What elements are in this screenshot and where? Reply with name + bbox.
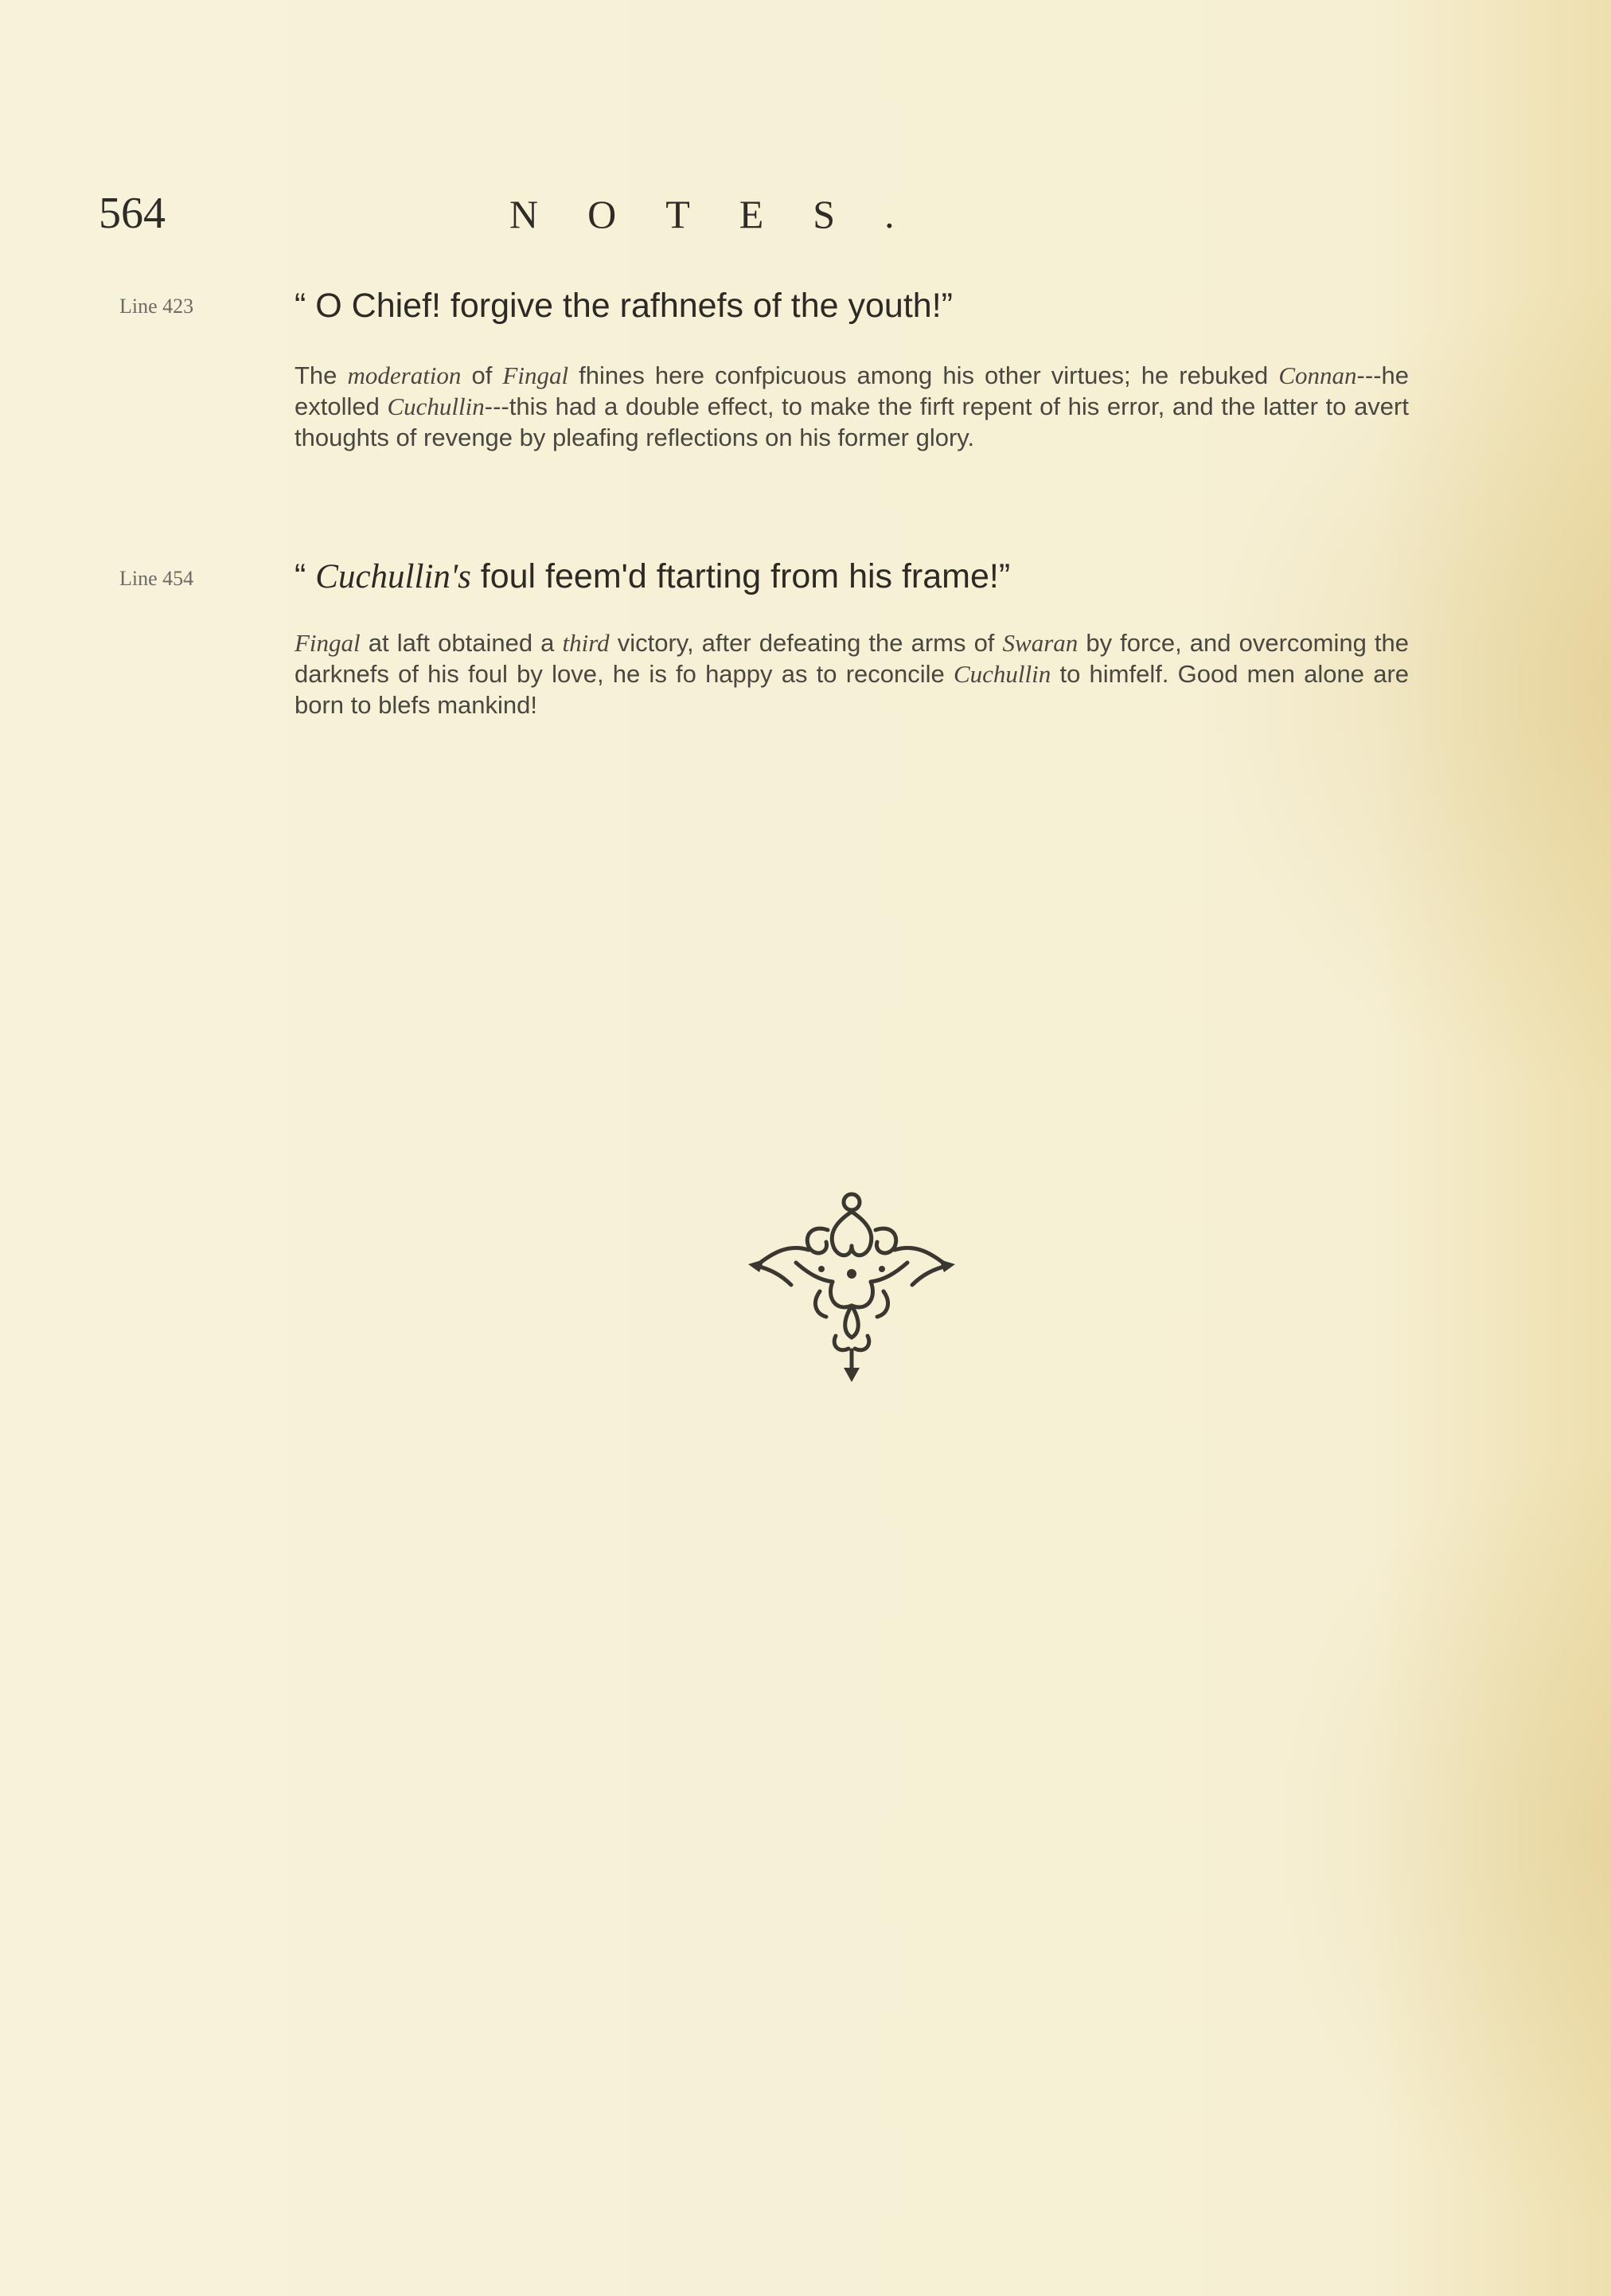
italic-name: Fingal <box>295 629 361 657</box>
note-paragraph-423: The moderation of Fingal fhines here confpicuous among his other virtues; he rebuked Connan---he extolled Cuchullin---this had a double effect, to make the firft repent of his error, and the latter to avert thoughts of revenge by pleafing reflections on his former glory. <box>295 361 1409 451</box>
italic-term: third <box>562 629 610 657</box>
running-head: NOTES. <box>509 192 944 236</box>
italic-name: Cuchullin <box>387 392 485 420</box>
page-header <box>0 188 1611 252</box>
quoted-line-423: “ O Chief! forgive the rafhnefs of the youth!” <box>295 287 953 325</box>
line-reference-423: Line 423 <box>119 295 194 318</box>
floral-tailpiece-ornament-icon <box>732 1186 971 1385</box>
italic-name: Swaran <box>1002 629 1079 657</box>
italic-term: moderation <box>347 361 462 389</box>
italic-name: Cuchullin <box>953 660 1051 688</box>
line-reference-454: Line 454 <box>119 567 194 590</box>
italic-name: Cuchullin's <box>315 558 471 595</box>
quoted-line-454: “ Cuchullin's foul feem'd ftarting from his frame!” <box>295 557 1011 595</box>
italic-name: Fingal <box>502 361 569 389</box>
page-number: 564 <box>99 189 166 238</box>
note-paragraph-454: Fingal at laft obtained a third victory, after defeating the arms of Swaran by force, and overcoming the darknefs of his foul by love, he is fo happy as to reconcile Cuchullin to himfelf. Good men alone are born to blefs mankind! <box>295 629 1410 719</box>
italic-name: Connan <box>1278 361 1357 389</box>
